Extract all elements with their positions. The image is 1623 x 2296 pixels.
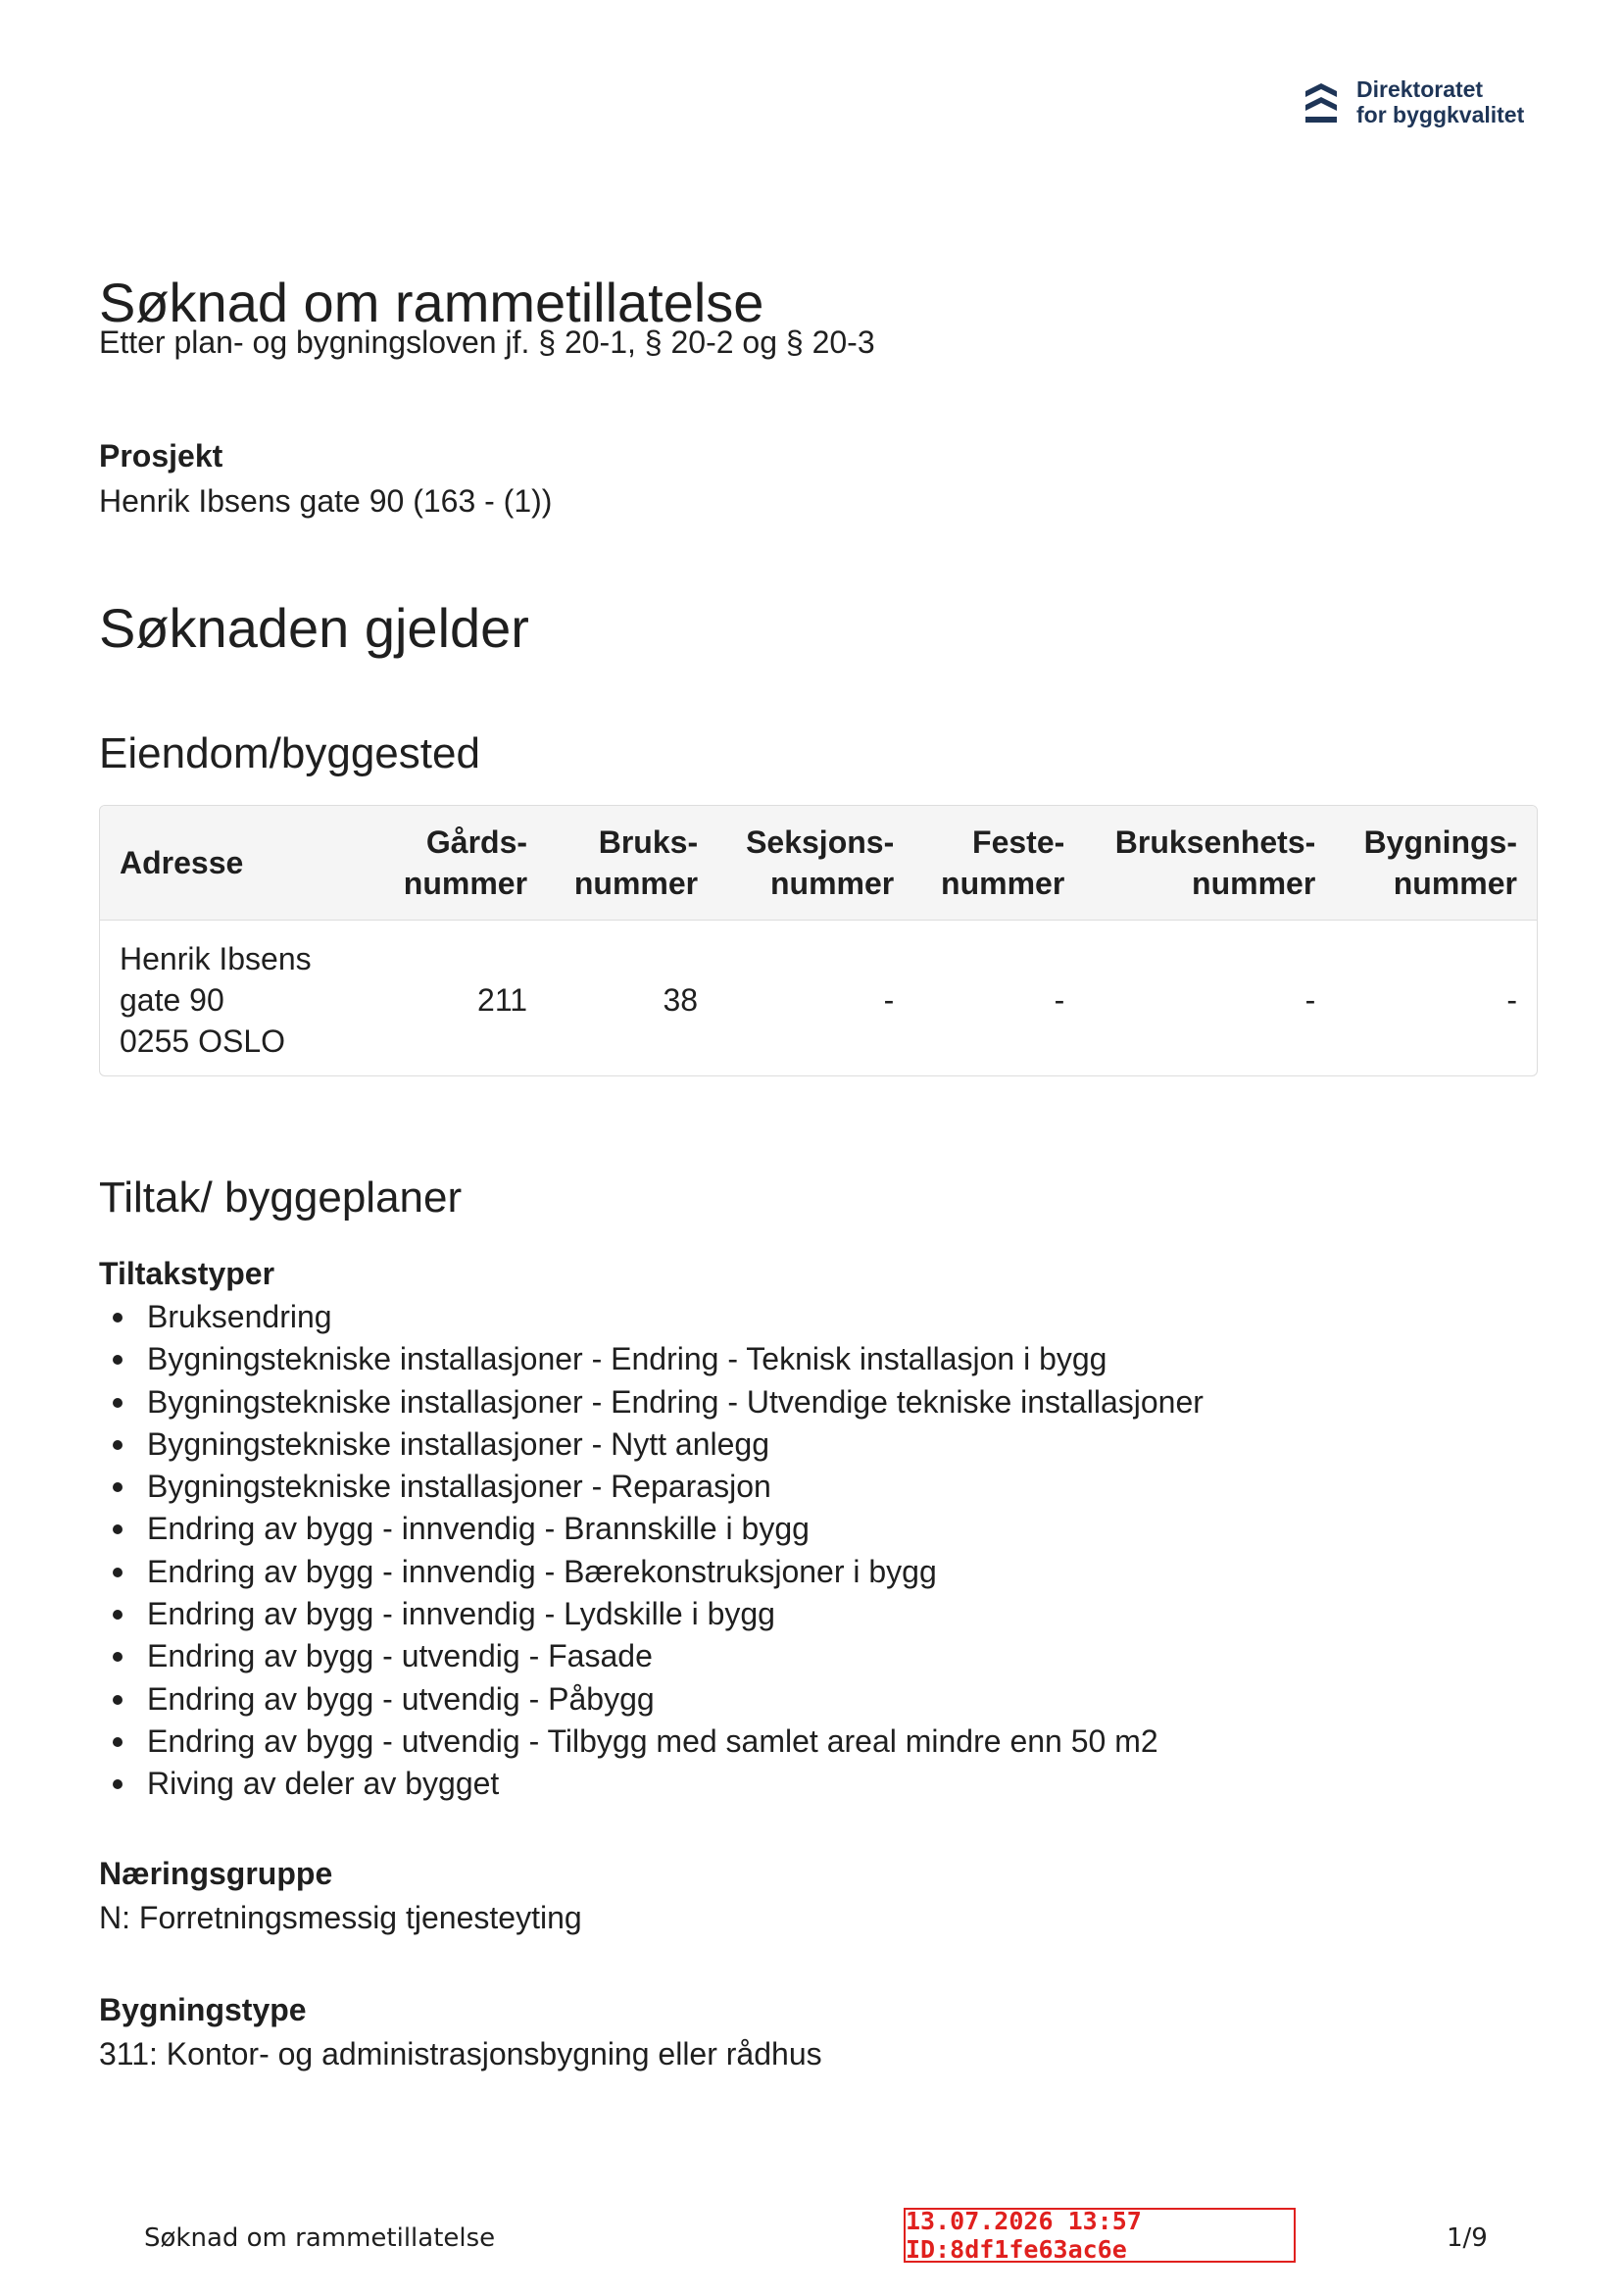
section-title: Søknaden gjelder <box>99 597 529 659</box>
column-header-festenummer: Feste- nummer <box>941 824 1065 901</box>
cell-gardsnummer: 211 <box>477 982 528 1018</box>
column-header-bygningsnummer: Bygnings- nummer <box>1363 824 1517 901</box>
column-header-bruksnummer: Bruks- nummer <box>573 824 699 901</box>
footer-title: Søknad om rammetillatelse <box>144 2223 496 2253</box>
logo-line-1: Direktoratet <box>1356 76 1484 102</box>
timestamp-stamp: 13.07.2026 13:57 ID:8df1fe63ac6e <box>904 2208 1296 2263</box>
list-item: Bygningstekniske installasjoner - Endring - Teknisk installasjon i bygg <box>99 1338 1204 1380</box>
cell-bruksnummer: 38 <box>663 982 699 1018</box>
bygningstype-value: 311: Kontor- og administrasjonsbygning eller rådhus <box>99 2036 822 2071</box>
list-item: Endring av bygg - utvendig - Påbygg <box>99 1678 1204 1721</box>
eiendom-title: Eiendom/byggested <box>99 729 480 777</box>
tiltak-title: Tiltak/ byggeplaner <box>99 1173 463 1222</box>
prosjekt-value: Henrik Ibsens gate 90 (163 - (1)) <box>99 483 553 519</box>
column-header-gardsnummer: Gårds- nummer <box>403 824 528 901</box>
list-item: Endring av bygg - utvendig - Tilbygg med samlet areal mindre enn 50 m2 <box>99 1721 1204 1763</box>
logo-text <box>1356 76 1524 127</box>
tiltakstyper-list <box>99 1296 1204 1806</box>
page-number: 1/9 <box>1447 2223 1488 2253</box>
list-item: Bygningstekniske installasjoner - Reparasjon <box>99 1466 1204 1508</box>
cell-seksjonsnummer: - <box>883 982 895 1018</box>
naeringsgruppe-value: N: Forretningsmessig tjenesteyting <box>99 1900 582 1935</box>
list-item: Endring av bygg - utvendig - Fasade <box>99 1635 1204 1677</box>
cell-adresse: Henrik Ibsens gate 90 0255 OSLO <box>120 941 312 1059</box>
cell-festenummer: - <box>1054 982 1065 1018</box>
column-header-seksjonsnummer: Seksjons- nummer <box>746 824 895 901</box>
list-item: Endring av bygg - innvendig - Bærekonstruksjoner i bygg <box>99 1551 1204 1593</box>
list-item: Endring av bygg - innvendig - Brannskille i bygg <box>99 1508 1204 1550</box>
column-header-bruksenhetsnummer: Bruksenhets- nummer <box>1114 824 1316 901</box>
dibk-logo-icon <box>1302 77 1341 126</box>
list-item: Endring av bygg - innvendig - Lydskille i bygg <box>99 1593 1204 1635</box>
bygningstype-label: Bygningstype <box>99 1992 307 2027</box>
table-row <box>100 921 1537 1076</box>
naeringsgruppe-label: Næringsgruppe <box>99 1856 333 1891</box>
cell-bruksenhetsnummer: - <box>1304 982 1316 1018</box>
logo <box>1302 76 1524 127</box>
logo-line-2: for byggkvalitet <box>1356 102 1525 127</box>
page-title: Søknad om rammetillatelse <box>99 272 764 333</box>
eiendom-table <box>99 805 1538 1076</box>
table-header-row <box>100 806 1537 921</box>
tiltakstyper-label: Tiltakstyper <box>99 1256 275 1291</box>
page-subtitle: Etter plan- og bygningsloven jf. § 20-1, § 20-2 og § 20-3 <box>99 324 875 360</box>
list-item: Bygningstekniske installasjoner - Endring - Utvendige tekniske installasjoner <box>99 1381 1204 1423</box>
list-item: Bruksendring <box>99 1296 1204 1338</box>
list-item: Bygningstekniske installasjoner - Nytt anlegg <box>99 1423 1204 1466</box>
column-header-adresse: Adresse <box>120 845 244 880</box>
cell-bygningsnummer: - <box>1506 982 1517 1018</box>
list-item: Riving av deler av bygget <box>99 1763 1204 1805</box>
prosjekt-label: Prosjekt <box>99 438 223 474</box>
